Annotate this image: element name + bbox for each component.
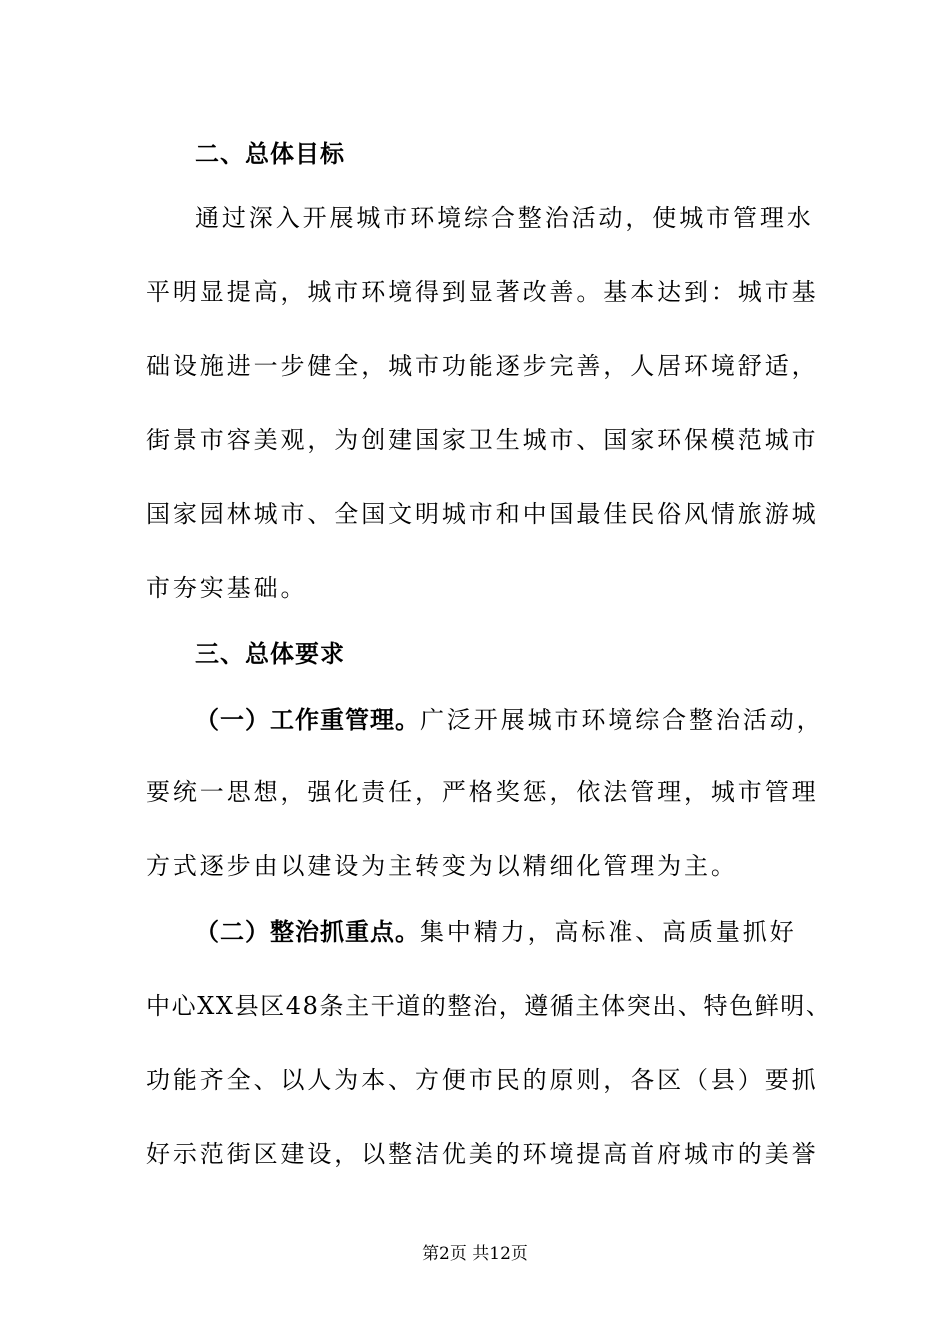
list-item-first-line (195, 917, 865, 947)
page-number-footer: 第2页 共12页 (422, 1244, 528, 1264)
paragraph-line: 通过深入开展城市环境综合整治活动，使城市管理水 (195, 204, 814, 232)
list-item-title: （一）工作重管理。 (195, 706, 420, 734)
paragraph-line: 功能齐全、以人为本、方便市民的原则，各区（县）要抓 (146, 1066, 819, 1094)
paragraph-line: 平明显提高，城市环境得到显著改善。基本达到：城市基 (146, 278, 819, 306)
paragraph-line: 国家园林城市、全国文明城市和中国最佳民俗风情旅游城 (146, 500, 819, 528)
paragraph-line: 方式逐步由以建设为主转变为以精细化管理为主。 (146, 852, 738, 880)
section-heading-3: 三、总体要求 (195, 640, 345, 668)
paragraph-line: 街景市容美观，为创建国家卫生城市、国家环保模范城市 (146, 426, 819, 454)
list-item-title: （二）整治抓重点。 (195, 918, 420, 946)
list-item-text: 集中精力，高标准、高质量抓好 (420, 918, 797, 946)
paragraph-line: 好示范街区建设，以整洁优美的环境提高首府城市的美誉 (146, 1140, 819, 1168)
paragraph-line: 市夯实基础。 (146, 574, 308, 602)
paragraph-line: 础设施进一步健全，城市功能逐步完善，人居环境舒适， (146, 352, 819, 380)
list-item-text: 广泛开展城市环境综合整治活动， (420, 706, 824, 734)
paragraph-line: 要统一思想，强化责任，严格奖惩，依法管理，城市管理 (146, 778, 819, 806)
list-item-first-line (195, 705, 865, 735)
paragraph-line: 中心XX县区48条主干道的整治，遵循主体突出、特色鲜明、 (146, 992, 832, 1020)
section-heading-2: 二、总体目标 (195, 140, 345, 168)
